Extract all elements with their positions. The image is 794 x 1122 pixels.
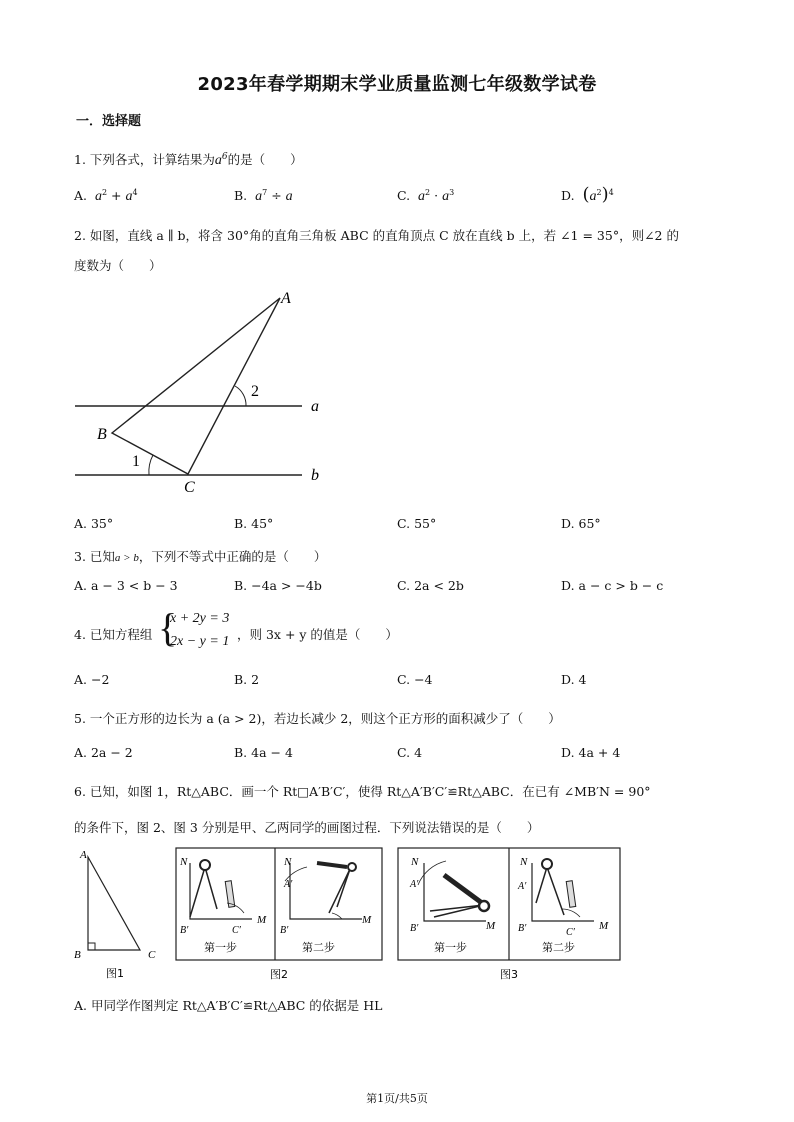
equation-system-brace: { xyxy=(158,605,178,650)
figure-2-construction xyxy=(172,845,384,985)
question-5-option-a: A. 2a − 2 xyxy=(74,745,133,760)
svg-text:B′: B′ xyxy=(180,925,189,936)
fig1-vertex-a: A xyxy=(80,849,87,861)
svg-text:C′: C′ xyxy=(232,925,241,936)
svg-text:C′: C′ xyxy=(566,927,575,938)
question-1-option-b: B. $a^7 \div a$ xyxy=(234,188,293,205)
fig3-step2 xyxy=(517,856,609,954)
figure-3-construction xyxy=(394,845,628,985)
svg-text:M: M xyxy=(486,920,496,932)
question-5-option-b: B. 4a − 4 xyxy=(234,745,293,760)
question-1-option-a: A. $a^2 + a^4$ xyxy=(74,188,138,205)
question-3-option-c: C. 2a < 2b xyxy=(397,578,464,593)
question-4-option-a: A. −2 xyxy=(74,672,110,687)
fig1-caption: 图1 xyxy=(106,967,124,980)
svg-text:B′: B′ xyxy=(518,923,527,934)
fig1-vertex-b: B xyxy=(74,949,81,961)
fig2-caption: 图2 xyxy=(270,968,288,981)
question-3-option-d: D. a − c > b − c xyxy=(561,578,664,593)
question-2-option-d: D. 65° xyxy=(561,516,601,531)
svg-text:A′: A′ xyxy=(518,881,527,892)
question-4-option-c: C. −4 xyxy=(397,672,433,687)
svg-text:M: M xyxy=(362,914,372,926)
vertex-b-label: B xyxy=(97,426,107,443)
vertex-a-label: A xyxy=(281,290,291,307)
question-2-option-c: C. 55° xyxy=(397,516,437,531)
page-title: 2023年春学期期末学业质量监测七年级数学试卷 xyxy=(197,74,597,95)
svg-text:M: M xyxy=(257,914,267,926)
svg-text:N: N xyxy=(180,856,188,868)
question-6-option-a: A. 甲同学作图判定 Rt△A′B′C′≌Rt△ABC 的依据是 HL xyxy=(74,998,383,1013)
fig3-step1 xyxy=(409,856,496,954)
question-1-option-d: D. $(a^2)^4$ xyxy=(561,184,614,205)
question-6-line-2: 的条件下，图 2、图 3 分别是甲、乙两同学的画图过程．下列说法错误的是（ ） xyxy=(74,820,540,835)
question-2-line-2: 度数为（ ） xyxy=(74,258,162,273)
svg-text:A′: A′ xyxy=(284,879,293,890)
svg-text:N: N xyxy=(284,856,292,868)
question-5-stem: 5. 一个正方形的边长为 a (a > 2)，若边长减少 2，则这个正方形的面积减少了（ ） xyxy=(74,711,561,726)
line-a-label: a xyxy=(311,398,319,415)
vertex-c-label: C xyxy=(184,479,195,496)
line-b-label: b xyxy=(311,467,319,484)
equation-2: 2x − y = 1 xyxy=(170,634,230,649)
equation-1: x + 2y = 3 xyxy=(170,611,230,626)
fig3-caption: 图3 xyxy=(500,968,518,981)
figure-1-right-triangle xyxy=(70,845,170,985)
question-2-option-b: B. 45° xyxy=(234,516,274,531)
question-4-option-d: D. 4 xyxy=(561,672,587,687)
fig3-step1-label: 第一步 xyxy=(434,941,467,954)
fig2-step2 xyxy=(280,856,372,954)
figure-parallel-lines-triangle xyxy=(70,285,340,500)
angle-2-arc xyxy=(235,386,246,406)
svg-text:B′: B′ xyxy=(410,923,419,934)
question-2-option-a: A. 35° xyxy=(74,516,114,531)
question-4-tail: ，则 3x + y 的值是（ ） xyxy=(237,627,398,642)
question-5-option-c: C. 4 xyxy=(397,745,423,760)
svg-text:B′: B′ xyxy=(280,925,289,936)
svg-text:N: N xyxy=(520,856,528,868)
svg-text:M: M xyxy=(599,920,609,932)
section-heading: 一．选择题 xyxy=(76,114,142,129)
fig1-vertex-c: C xyxy=(148,949,156,961)
angle-2-label: 2 xyxy=(251,383,259,400)
svg-text:A′: A′ xyxy=(410,879,419,890)
fig2-step1-label: 第一步 xyxy=(204,941,237,954)
angle-1-arc xyxy=(149,455,153,475)
fig2-step1 xyxy=(179,856,267,954)
svg-text:N: N xyxy=(411,856,419,868)
question-2-line-1: 2. 如图，直线 a ∥ b，将含 30°角的直角三角板 ABC 的直角顶点 C 放在直线 b 上，若 ∠1 = 35°，则∠2 的 xyxy=(74,228,679,243)
question-3-stem: 3. 已知a > b，下列不等式中正确的是（ ） xyxy=(74,549,327,564)
question-4-option-b: B. 2 xyxy=(234,672,260,687)
angle-1-label: 1 xyxy=(132,453,140,470)
fig2-step2-label: 第二步 xyxy=(302,941,335,954)
fig3-step2-label: 第二步 xyxy=(542,941,575,954)
question-6-line-1: 6. 已知，如图 1，Rt△ABC．画一个 Rt□A′B′C′，使得 Rt△A′B′C′≌Rt△ABC．在已有 ∠MB′N = 90° xyxy=(74,784,651,799)
question-3-option-a: A. a − 3 < b − 3 xyxy=(74,578,178,593)
question-5-option-d: D. 4a + 4 xyxy=(561,745,621,760)
question-1-stem: 1. 下列各式，计算结果为$a^6$的是（ ） xyxy=(74,151,303,168)
question-1-option-c: C. $a^2 \cdot a^3$ xyxy=(397,188,455,205)
question-3-option-b: B. −4a > −4b xyxy=(234,578,322,593)
question-4-stem: 4. 已知方程组 xyxy=(74,627,153,642)
page-footer: 第1页/共5页 xyxy=(366,1092,428,1105)
